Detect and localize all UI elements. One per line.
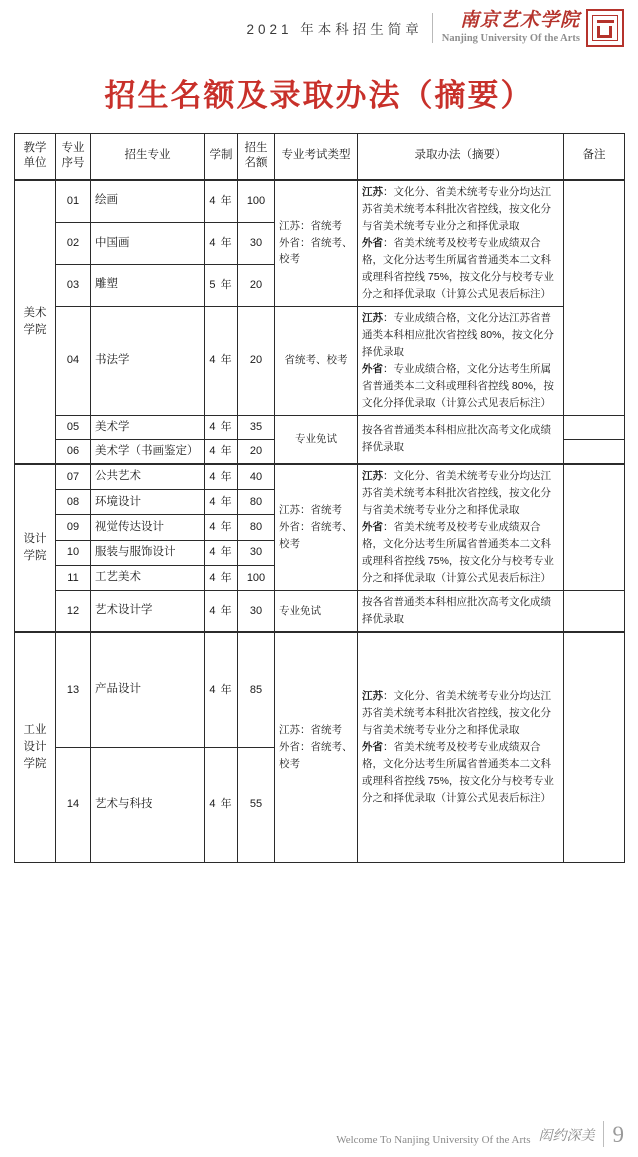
table-row <box>15 632 625 747</box>
cell-quota: 30 <box>238 222 275 264</box>
running-title: 2021 年本科招生简章 <box>246 22 423 37</box>
cell-major: 美术学 <box>91 415 205 439</box>
cell-quota: 80 <box>238 515 275 540</box>
method-jiangsu-body: ：文化分、省美术统考专业分均达江苏省美术统考本科批次省控线，按文化分与省美术统考专业分之和择优录取 <box>362 185 551 232</box>
cell-exam-type <box>275 632 358 862</box>
cell-quota: 30 <box>238 540 275 565</box>
university-brand <box>442 9 624 47</box>
cell-remark <box>564 464 625 591</box>
cell-length: 4 年 <box>205 591 238 633</box>
cell-unit: 工业设计学院 <box>15 632 56 862</box>
footer-welcome-en: Welcome To Nanjing University Of the Arts <box>336 1134 531 1146</box>
cell-major: 雕塑 <box>91 264 205 306</box>
method-jiangsu-label: 江苏 <box>362 470 383 482</box>
method-waisheng-body: ：省美术统考及校考专业成绩双合格，文化分达考生所属省普通类本二文科或理科省控线 75%，按文化分与校考专业分之和择优录取（计算公式见表后标注） <box>362 236 554 300</box>
method-jiangsu-label: 江苏 <box>362 311 383 324</box>
method-waisheng-label: 外省 <box>362 362 383 375</box>
method-jiangsu-body: ：文化分、省美术统考专业分均达江苏省美术统考本科批次省控线，按文化分与省美术统考专业分之和择优录取 <box>362 689 551 736</box>
column-header-length: 学制 <box>205 134 238 180</box>
cell-quota: 30 <box>238 591 275 633</box>
footer-welcome-cn: 闳约深美 <box>538 1129 595 1144</box>
cell-length: 4 年 <box>205 439 238 464</box>
cell-no: 12 <box>56 591 91 633</box>
cell-method: 按各省普通类本科相应批次高考文化成绩择优录取 <box>358 415 564 464</box>
cell-major: 绘画 <box>91 180 205 223</box>
header-divider <box>432 13 433 43</box>
cell-unit: 美术学院 <box>15 180 56 465</box>
cell-length: 4 年 <box>205 415 238 439</box>
table-row <box>15 415 625 439</box>
cell-major: 美术学（书画鉴定） <box>91 439 205 464</box>
cell-no: 04 <box>56 306 91 415</box>
exam-type-waisheng: 外省：省统考、 校考 <box>279 521 353 550</box>
cell-length: 4 年 <box>205 490 238 515</box>
cell-length: 4 年 <box>205 632 238 747</box>
cell-quota: 20 <box>238 439 275 464</box>
cell-major: 视觉传达设计 <box>91 515 205 540</box>
seal-stroke <box>597 35 612 38</box>
cell-no: 09 <box>56 515 91 540</box>
table-row <box>15 464 625 490</box>
column-header-major: 招生专业 <box>91 134 205 180</box>
cell-no: 10 <box>56 540 91 565</box>
cell-length: 4 年 <box>205 222 238 264</box>
cell-major: 艺术设计学 <box>91 591 205 633</box>
seal-stroke <box>597 20 614 23</box>
cell-no: 05 <box>56 415 91 439</box>
cell-no: 11 <box>56 565 91 590</box>
cell-quota: 40 <box>238 464 275 490</box>
method-waisheng-label: 外省 <box>362 521 383 533</box>
method-waisheng-body: ：省美术统考及校考专业成绩双合格，文化分达考生所属省普通类本二文科或理科省控线 75%，按文化分与校考专业分之和择优录取（计算公式见表后标注） <box>362 521 554 584</box>
cell-quota: 100 <box>238 565 275 590</box>
exam-type-jiangsu: 江苏：省统考 <box>279 219 342 232</box>
method-jiangsu-label: 江苏 <box>362 185 383 198</box>
cell-exam-type: 省统考、校考 <box>275 306 358 415</box>
method-waisheng-label: 外省 <box>362 236 383 249</box>
cell-no: 01 <box>56 180 91 223</box>
page-footer <box>0 1121 638 1147</box>
cell-no: 03 <box>56 264 91 306</box>
cell-remark <box>564 415 625 439</box>
cell-major: 公共艺术 <box>91 464 205 490</box>
page-number: 9 <box>612 1122 624 1147</box>
cell-length: 5 年 <box>205 264 238 306</box>
brand-name-en: Nanjing University Of the Arts <box>441 33 580 45</box>
method-waisheng-label: 外省 <box>362 740 383 753</box>
exam-type-jiangsu: 江苏：省统考 <box>279 724 342 737</box>
brand-text <box>442 11 580 45</box>
cell-method <box>358 180 564 307</box>
cell-length: 4 年 <box>205 515 238 540</box>
cell-method <box>358 464 564 591</box>
cell-length: 4 年 <box>205 747 238 862</box>
cell-exam-type <box>275 180 358 307</box>
cell-quota: 85 <box>238 632 275 747</box>
column-header-exam: 专业考试类型 <box>275 134 358 180</box>
column-header-quota: 招生名额 <box>238 134 275 180</box>
cell-major: 艺术与科技 <box>91 747 205 862</box>
cell-quota: 100 <box>238 180 275 223</box>
column-header-remark: 备注 <box>564 134 625 180</box>
cell-exam-type: 专业免试 <box>275 415 358 464</box>
method-jiangsu-body: ：文化分、省美术统考专业分均达江苏省美术统考本科批次省控线，按文化分与省美术统考专业分之和择优录取 <box>362 470 551 516</box>
cell-quota: 55 <box>238 747 275 862</box>
admissions-table <box>14 133 625 863</box>
page-title: 招生名额及录取办法（摘要） <box>104 78 534 113</box>
cell-no: 08 <box>56 490 91 515</box>
method-jiangsu-label: 江苏 <box>362 689 383 702</box>
exam-type-jiangsu: 江苏：省统考 <box>279 504 342 517</box>
cell-major: 环境设计 <box>91 490 205 515</box>
university-seal-icon <box>586 9 624 47</box>
cell-method <box>358 306 564 415</box>
cell-remark <box>564 591 625 633</box>
exam-type-waisheng: 外省：省统考、 校考 <box>279 740 353 770</box>
method-jiangsu-body: ：专业成绩合格，文化分达江苏省普通类本科相应批次省控线 80%，按文化分择优录取 <box>362 311 554 358</box>
cell-major: 产品设计 <box>91 632 205 747</box>
footer-divider <box>603 1121 604 1147</box>
cell-quota: 35 <box>238 415 275 439</box>
cell-no: 02 <box>56 222 91 264</box>
cell-length: 4 年 <box>205 306 238 415</box>
cell-unit: 设计学院 <box>15 464 56 632</box>
brand-name-cn: 南京艺术学院 <box>459 10 580 32</box>
cell-method <box>358 632 564 862</box>
admissions-table-wrapper <box>14 133 624 863</box>
cell-length: 4 年 <box>205 565 238 590</box>
cell-remark <box>564 439 625 464</box>
table-row <box>15 306 625 415</box>
cell-major: 工艺美术 <box>91 565 205 590</box>
cell-exam-type <box>275 464 358 591</box>
method-waisheng-body: ：专业成绩合格，文化分达考生所属省普通类本二文科或理科省控线 80%，按文化分择优录取（计算公式见表后标注） <box>362 362 554 409</box>
table-header-row <box>15 134 625 180</box>
cell-quota: 20 <box>238 306 275 415</box>
cell-no: 13 <box>56 632 91 747</box>
cell-no: 06 <box>56 439 91 464</box>
cell-no: 07 <box>56 464 91 490</box>
table-row <box>15 591 625 633</box>
cell-method: 按各省普通类本科相应批次高考文化成绩择优录取 <box>358 591 564 633</box>
table-row <box>15 180 625 223</box>
cell-remark <box>564 632 625 862</box>
column-header-unit: 教学单位 <box>15 134 56 180</box>
cell-exam-type: 专业免试 <box>275 591 358 633</box>
column-header-no: 专业序号 <box>56 134 91 180</box>
cell-length: 4 年 <box>205 464 238 490</box>
exam-type-waisheng: 外省：省统考、 校考 <box>279 236 353 266</box>
cell-major: 书法学 <box>91 306 205 415</box>
cell-length: 4 年 <box>205 540 238 565</box>
cell-quota: 80 <box>238 490 275 515</box>
method-waisheng-body: ：省美术统考及校考专业成绩双合格，文化分达考生所属省普通类本二文科或理科省控线 75%，按文化分与校考专业分之和择优录取（计算公式见表后标注） <box>362 740 554 804</box>
cell-quota: 20 <box>238 264 275 306</box>
cell-remark <box>564 180 625 416</box>
cell-length: 4 年 <box>205 180 238 223</box>
column-header-method: 录取办法（摘要） <box>358 134 564 180</box>
cell-no: 14 <box>56 747 91 862</box>
cell-major: 中国画 <box>91 222 205 264</box>
cell-major: 服装与服饰设计 <box>91 540 205 565</box>
page-header <box>0 0 638 56</box>
